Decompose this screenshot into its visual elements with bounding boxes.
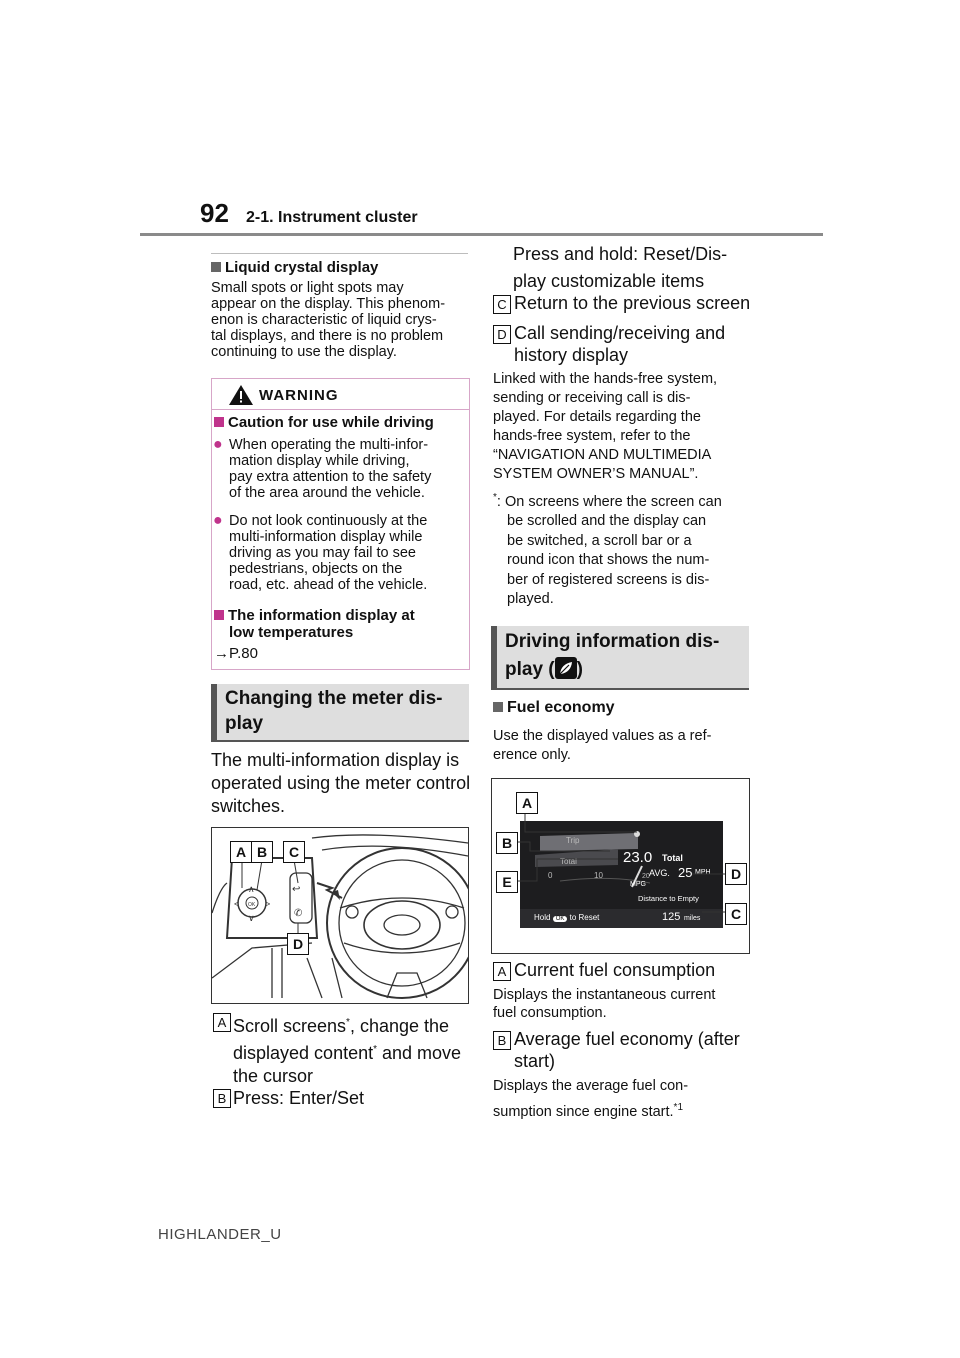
fuel-item-b-text: Average fuel economy (after start) — [514, 1029, 740, 1071]
circle-bullet-icon: ● — [213, 436, 223, 453]
right-arrow-icon: > — [265, 899, 271, 909]
callout-a: A — [230, 841, 252, 863]
back-arrow-icon: ↩ — [292, 884, 301, 895]
page-number: 92 — [200, 198, 229, 228]
mpg-unit: MPG — [630, 881, 646, 888]
footnote: *: On screens where the screen can be scrolled and the display can be switched, a scroll bar or a round icon that shows the num- ber of registered screens is dis- played. — [493, 492, 722, 608]
callout-d: D — [287, 933, 309, 955]
warning-title: WARNING — [259, 387, 339, 404]
square-bullet-icon — [211, 262, 221, 272]
steering-switch-figure — [211, 827, 469, 1004]
fuel-economy-figure — [491, 778, 750, 954]
warning-triangle-icon — [228, 384, 254, 411]
changing-text: The multi-information display is operated using the meter control switches. — [211, 750, 471, 816]
distance-to-empty-label: Distance to Empty — [638, 894, 699, 903]
scale-10: 10 — [594, 871, 603, 880]
miles-unit: miles — [684, 915, 701, 922]
lcd-heading: Liquid crystal display — [211, 259, 378, 276]
item-c-text: Return to the previous screen — [514, 293, 751, 313]
linked-text: Linked with the hands-free system, sending or receiving call is dis- played. For details regarding the hands-free system, refer to the “NAVIGATION AND MULTIMEDIA SYSTEM OWNER’S MANUAL”. — [493, 371, 718, 482]
section-title: 2-1. Instrument cluster — [246, 209, 418, 226]
callout-b: B — [251, 841, 273, 863]
square-bullet-icon — [214, 610, 224, 620]
avg-label: AVG. — [649, 868, 670, 878]
item-d-text: Call sending/receiving and history display — [514, 323, 726, 365]
footer-model: HIGHLANDER_U — [158, 1226, 282, 1243]
item-d-letter: D — [493, 325, 511, 344]
header-rule — [140, 233, 823, 236]
circle-bullet-icon: ● — [213, 512, 223, 529]
current-consumption-value: 23.0 — [623, 849, 653, 866]
callout-c: C — [283, 841, 305, 863]
warning-bullet-2: Do not look continuously at the multi-information display while driving as you may fail to see pedestrians, objects on the road, etc. ahead of the vehicle. — [229, 513, 428, 593]
callout-e: E — [496, 871, 518, 893]
item-b-continued: Press and hold: Reset/Dis- play customizable items — [513, 244, 728, 291]
fuel-item-a-desc: Displays the instantaneous current fuel consumption. — [493, 987, 716, 1021]
item-a-text: Scroll screens*, change the displayed content* and move the cursor — [233, 1016, 462, 1086]
page-reference[interactable]: →P.80 — [214, 645, 258, 662]
fuel-item-b-desc: Displays the average fuel con- sumption since engine start.$^{*1}$ — [493, 1078, 689, 1120]
left-arrow-icon: < — [234, 899, 240, 909]
callout-d: D — [725, 863, 747, 885]
item-c-letter: C — [493, 295, 511, 314]
ok-button-label: OK — [248, 902, 256, 908]
scale-20: 20 — [642, 873, 650, 880]
ok-icon: OK — [553, 916, 568, 922]
total-label: Total — [662, 853, 683, 863]
average-mph-value: 25 — [678, 865, 693, 880]
fuel-item-a-text: Current fuel consumption — [514, 960, 716, 980]
square-bullet-icon — [214, 417, 224, 427]
item-a-letter: A — [213, 1013, 231, 1032]
total-small-label: Total — [560, 857, 577, 866]
up-arrow-icon: ∧ — [248, 884, 255, 894]
down-arrow-icon: ∨ — [248, 913, 255, 923]
fuel-economy-heading: Fuel economy — [493, 699, 615, 717]
square-bullet-icon — [493, 702, 503, 712]
item-b-letter: B — [213, 1089, 231, 1108]
fuel-item-a-letter: A — [493, 962, 511, 981]
lcd-text: Small spots or light spots may appear on the display. This phenom- enon is characteristic of liquid crys- tal displays, and there is no problem continuing to use the display. — [211, 280, 446, 360]
item-b-text: Press: Enter/Set — [233, 1088, 365, 1108]
driving-info-heading: Driving information dis- play ( ) — [491, 626, 749, 690]
fuel-text: Use the displayed values as a ref- erence only. — [493, 728, 712, 763]
warning-bullet-1: When operating the multi-infor- mation display while driving, pay extra attention to the safety of the area around the vehicle. — [229, 437, 432, 501]
callout-a: A — [516, 792, 538, 814]
warning-heading-low-temp: The information display at low temperatures — [214, 607, 415, 641]
changing-meter-heading: Changing the meter dis- play — [211, 684, 469, 742]
fuel-item-b-letter: B — [493, 1031, 511, 1050]
scale-0: 0 — [548, 871, 553, 880]
leaf-icon — [555, 657, 577, 679]
trip-label: Trip — [566, 836, 580, 845]
mph-unit: MPH — [695, 869, 711, 876]
callout-c: C — [725, 903, 747, 925]
phone-icon: ✆ — [294, 908, 303, 919]
miles-value: 125 — [662, 911, 681, 923]
callout-b: B — [496, 832, 518, 854]
divider — [211, 253, 468, 254]
warning-heading-driving: Caution for use while driving — [214, 414, 434, 431]
hold-to-reset: Hold OK to Reset — [534, 913, 600, 922]
